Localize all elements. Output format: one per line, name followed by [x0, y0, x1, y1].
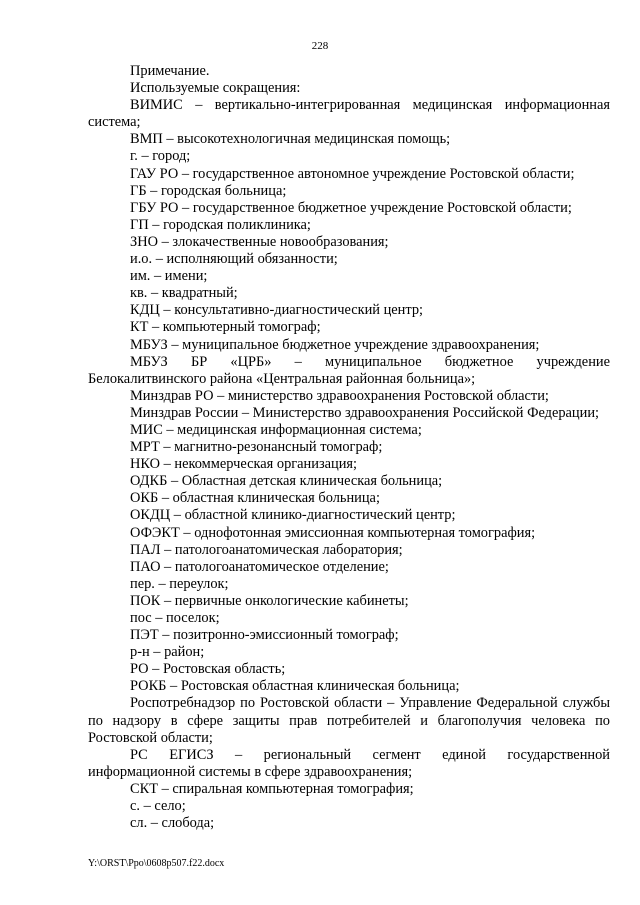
- abbreviation-item: Минздрав РО – министерство здравоохранения Ростовской области;: [130, 387, 549, 404]
- abbreviation-item: ГАУ РО – государственное автономное учреждение Ростовской области;: [130, 165, 575, 182]
- abbreviation-item: НКО – некоммерческая организация;: [130, 456, 358, 473]
- abbreviation-item: ОКБ – областная клиническая больница;: [130, 490, 380, 507]
- abbreviation-item: ПОК – первичные онкологические кабинеты;: [130, 592, 409, 609]
- abbreviation-item: и.о. – исполняющий обязанности;: [130, 251, 338, 268]
- abbreviation-item: р-н – район;: [130, 644, 205, 661]
- abbreviation-item: пер. – переулок;: [130, 575, 229, 592]
- abbreviation-item: пос – поселок;: [130, 610, 220, 626]
- abbreviation-item: ОДКБ – Областная детская клиническая больница;: [130, 473, 443, 490]
- abbreviation-item: сл. – слобода;: [130, 815, 215, 832]
- abbreviation-item: ВМП – высокотехнологичная медицинская помощь;: [130, 131, 451, 148]
- abbreviation-item: ВИМИС – вертикально-интегрированная медицинская информационная система;: [88, 97, 610, 131]
- note-heading: Примечание.: [130, 63, 210, 79]
- abbreviation-item: МБУЗ БР «ЦРБ» – муниципальное бюджетное учреждение Белокалитвинского района «Центральная районная больница»;: [88, 353, 610, 387]
- abbreviation-item: кв. – квадратный;: [130, 285, 238, 302]
- abbreviation-item: ЗНО – злокачественные новообразования;: [130, 233, 389, 250]
- abbreviation-item: Минздрав России – Министерство здравоохранения Российской Федерации;: [130, 404, 600, 421]
- abbreviation-item: КДЦ – консультативно-диагностический центр;: [130, 302, 424, 319]
- abbreviation-item: ОФЭКТ – однофотонная эмиссионная компьютерная томография;: [130, 524, 536, 541]
- abbreviation-item: им. – имени;: [130, 268, 208, 285]
- abbreviation-item: РО – Ростовская область;: [130, 661, 286, 678]
- abbreviation-item: ПАО – патологоанатомическое отделение;: [130, 558, 389, 575]
- abbreviation-item: СКТ – спиральная компьютерная томография;: [130, 780, 414, 797]
- abbreviation-item: ГБУ РО – государственное бюджетное учреждение Ростовской области;: [130, 199, 572, 216]
- page-number: 228: [311, 40, 329, 52]
- abbreviation-item: г. – город;: [130, 148, 191, 165]
- abbreviation-item: РОКБ – Ростовская областная клиническая больница;: [130, 678, 460, 695]
- abbreviation-item: с. – село;: [130, 798, 186, 815]
- abbreviations-heading: Используемые сокращения:: [130, 80, 301, 97]
- abbreviation-item: ОКДЦ – областной клинико-диагностический центр;: [130, 507, 456, 524]
- abbreviation-item: ПАЛ – патологоанатомическая лаборатория;: [130, 541, 403, 558]
- abbreviation-item: РС ЕГИСЗ – региональный сегмент единой государственной информационной системы в сфере здравоохранения;: [88, 746, 610, 780]
- abbreviations-list: [88, 63, 610, 832]
- abbreviation-item: МБУЗ – муниципальное бюджетное учреждение здравоохранения;: [130, 336, 540, 353]
- abbreviation-item: ПЭТ – позитронно-эмиссионный томограф;: [130, 627, 399, 644]
- abbreviation-item: ГП – городская поликлиника;: [130, 216, 311, 233]
- abbreviation-item: МИС – медицинская информационная система;: [130, 421, 422, 438]
- abbreviation-item: КТ – компьютерный томограф;: [130, 319, 321, 336]
- abbreviation-item: МРТ – магнитно-резонансный томограф;: [130, 439, 383, 456]
- abbreviation-item: Роспотребнадзор по Ростовской области – Управление Федеральной службы по надзору в сфере защиты прав потребителей и благополучия человека по Ростовской области;: [88, 695, 610, 746]
- footer-file-path: Y:\ORST\Ppo\0608p507.f22.docx: [88, 858, 225, 869]
- abbreviation-item: ГБ – городская больница;: [130, 182, 287, 199]
